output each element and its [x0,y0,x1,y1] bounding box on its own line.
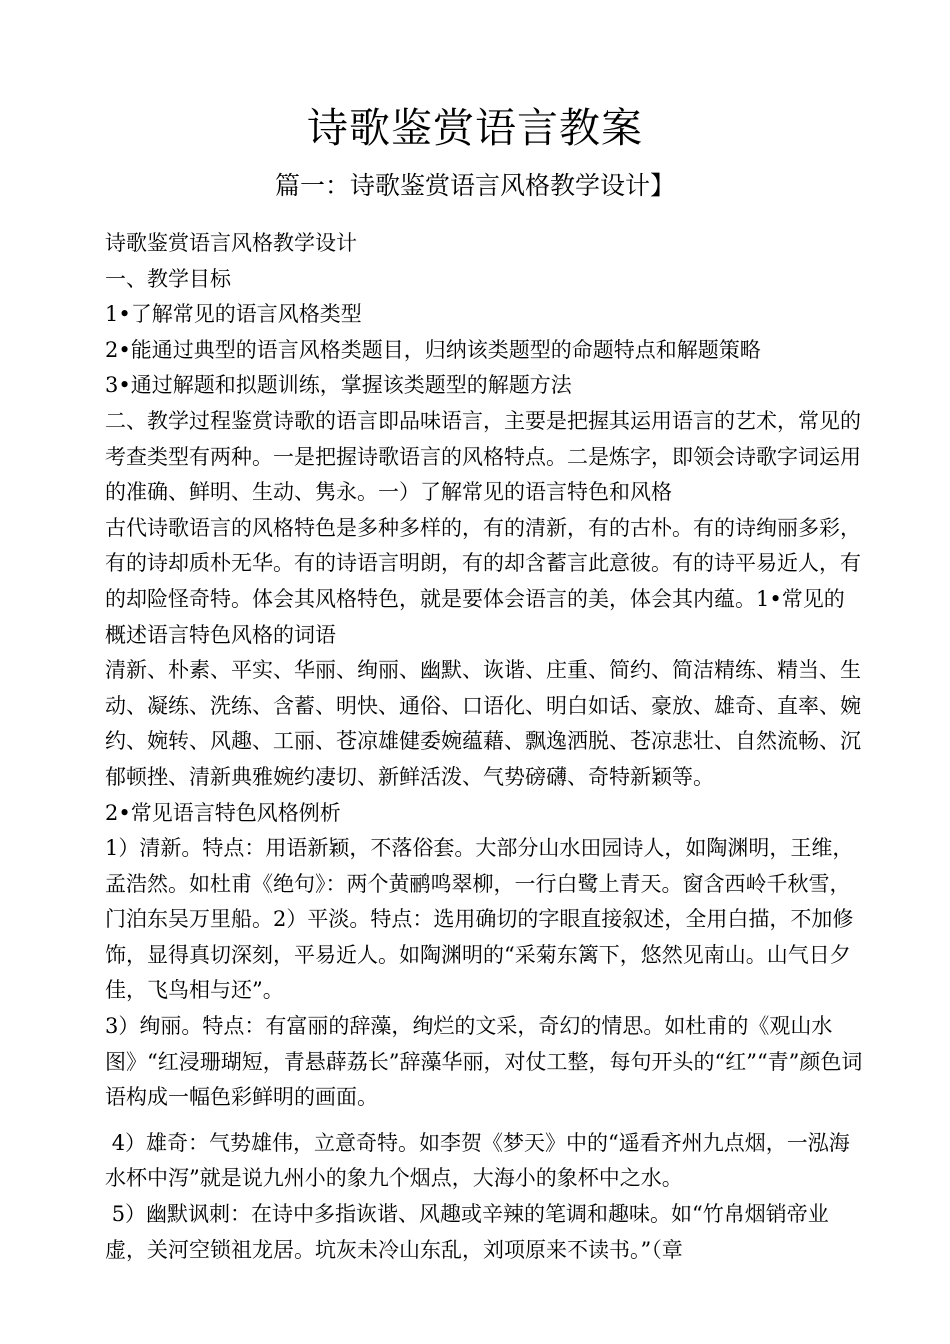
document-body [105,226,865,1268]
document-title: 诗歌鉴赏语言教案 [307,104,643,152]
process-paragraph: 二、教学过程鉴赏诗歌的语言即品味语言，主要是把握其运用语言的艺术，常见的考查类型有两种。一是把握诗歌语言的风格特点。二是炼字，即领会诗歌字词运用的准确、鲜明、生动、隽永。一）了解常见的语言特色和风格 [105,408,861,505]
style-terms-paragraph: 清新、朴素、平实、华丽、绚丽、幽默、诙谐、庄重、简约、简洁精练、精当、生动、凝练、洗练、含蓄、明快、通俗、口语化、明白如话、豪放、雄奇、直率、婉约、婉转、风趣、工丽、苍凉雄健委婉蕴藉、飘逸洒脱、苍凉悲壮、自然流畅、沉郁顿挫、清新典雅婉约凄切、新鲜活泼、气势磅礴、奇特新颖等。 [105,658,861,789]
examples-heading: 2•常见语言特色风格例析 [105,800,341,825]
section-heading: 诗歌鉴赏语言风格教学设计 [105,231,357,255]
objective-item: 2•能通过典型的语言风格类题目，归纳该类题型的命题特点和解题策略 [105,337,761,362]
example-paragraph: 5）幽默讽刺：在诗中多指诙谐、风趣或辛辣的笔调和趣味。如“竹帛烟销帝业虚，关河空锁祖龙居。坑灰未冷山东乱，刘项原来不读书。”（章 [105,1202,829,1262]
example-paragraph: 3）绚丽。特点：有富丽的辞藻，绚烂的文采，奇幻的情思。如杜甫的《观山水图》“红浸珊瑚短，青悬薜荔长”辞藻华丽，对仗工整，每句开头的“红”“青”颜色词语构成一幅色彩鲜明的画面。 [105,1014,863,1110]
example-paragraph: 4）雄奇：气势雄伟，立意奇特。如李贺《梦天》中的“遥看齐州九点烟，一泓海水杯中泻”就是说九州小的象九个烟点，大海小的象杯中之水。 [105,1130,850,1191]
objective-item: 3•通过解题和拟题训练，掌握该类题型的解题方法 [105,373,572,398]
document-subtitle: 篇一：诗歌鉴赏语言风格教学设计】 [274,171,675,200]
objectives-heading: 一、教学目标 [105,266,231,291]
objective-item: 1•了解常见的语言风格类型 [105,302,362,327]
example-paragraph: 1）清新。特点：用语新颖，不落俗套。大部分山水田园诗人，如陶渊明，王维，孟浩然。如杜甫《绝句》：两个黄鹂鸣翠柳，一行白鹭上青天。窗含西岭千秋雪，门泊东吴万里船。2）平淡。特点：选用确切的字眼直接叙述，全用白描，不加修饰，显得真切深刻，平易近人。如陶渊明的“采菊东篱下，悠然见南山。山气日夕佳，飞鸟相与还”。 [105,836,854,1003]
style-paragraph: 古代诗歌语言的风格特色是多种多样的，有的清新，有的古朴。有的诗绚丽多彩，有的诗却质朴无华。有的诗语言明朗，有的却含蓄言此意彼。有的诗平易近人，有的却险怪奇特。体会其风格特色，就是要体会语言的美，体会其内蕴。1•常见的概述语言特色风格的词语 [105,515,861,647]
